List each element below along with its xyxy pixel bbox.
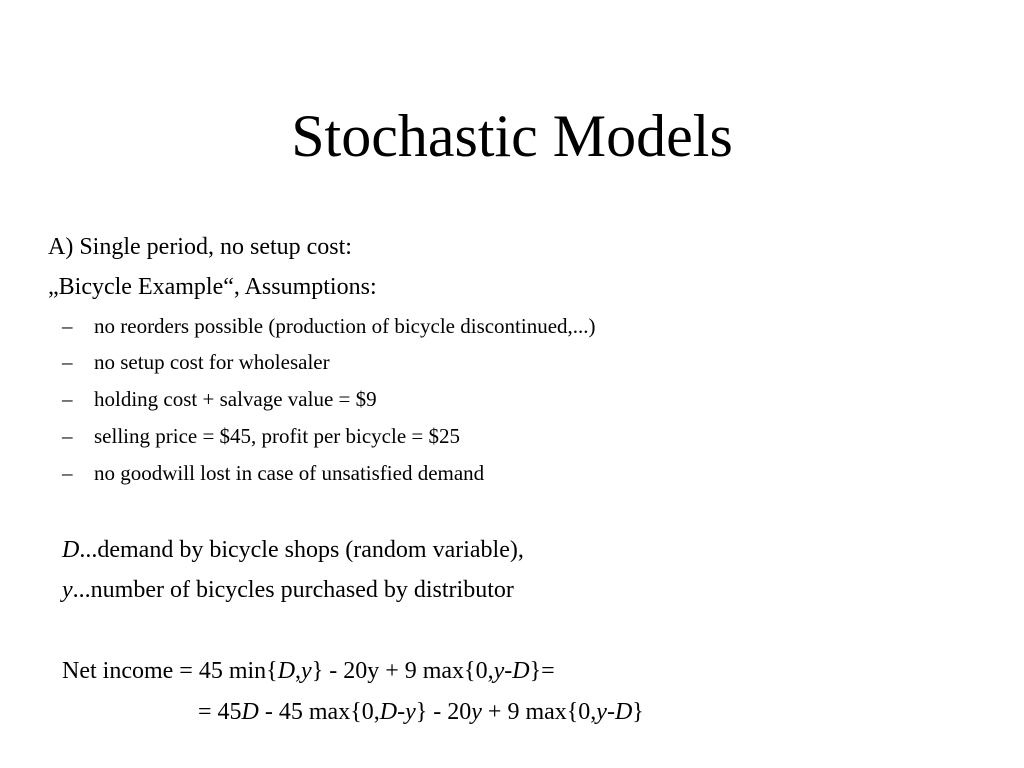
eq-var: y: [493, 658, 505, 684]
y-definition: ...number of bicycles purchased by distributor: [72, 577, 514, 603]
assumption-text: holding cost + salvage value = $9: [94, 387, 377, 411]
assumption-text: no goodwill lost in case of unsatisfied demand: [94, 461, 485, 485]
eq-var: y: [301, 658, 312, 684]
eq-var: y: [471, 699, 482, 725]
eq-var: D: [379, 699, 398, 725]
eq-text: -: [606, 699, 615, 725]
net-income-expansion: [198, 697, 644, 727]
eq-text: } - 20: [415, 699, 472, 725]
eq-var: y: [596, 699, 607, 725]
section-heading: A) Single period, no setup cost:: [48, 234, 352, 260]
d-symbol: D: [62, 537, 80, 563]
eq-text: - 45 max{0,: [258, 699, 380, 725]
y-symbol: y: [62, 577, 73, 603]
net-income-equation: [62, 656, 555, 686]
eq-var: D: [277, 658, 296, 684]
eq-var: y: [405, 699, 416, 725]
assumption-text: no setup cost for wholesaler: [94, 350, 330, 374]
dash-bullet: –: [62, 314, 73, 338]
assumption-text: no reorders possible (production of bicycle discontinued,...): [94, 314, 596, 338]
eq-text: -: [397, 699, 406, 725]
eq-text: }=: [529, 658, 555, 684]
eq-text: } - 20y + 9 max{0,: [311, 658, 494, 684]
example-heading: „Bicycle Example“, Assumptions:: [48, 274, 377, 300]
d-definition: ...demand by bicycle shops (random variable),: [79, 537, 524, 563]
dash-bullet: –: [62, 387, 73, 411]
eq-text: -: [504, 658, 513, 684]
eq-text: }: [632, 699, 644, 725]
eq-text: Net income = 45 min{: [62, 658, 278, 684]
definition-demand: [62, 535, 524, 565]
eq-var: D: [512, 658, 530, 684]
slide-title: Stochastic Models: [291, 103, 733, 169]
dash-bullet: –: [62, 461, 73, 485]
eq-text: + 9 max{0,: [481, 699, 597, 725]
dash-bullet: –: [62, 424, 73, 448]
definition-purchase: [62, 575, 514, 605]
eq-var: D: [614, 699, 633, 725]
eq-text: ,: [295, 658, 302, 684]
dash-bullet: –: [62, 350, 73, 374]
eq-text: = 45: [198, 699, 242, 725]
eq-var: D: [241, 699, 259, 725]
assumption-text: selling price = $45, profit per bicycle = $25: [94, 424, 461, 448]
